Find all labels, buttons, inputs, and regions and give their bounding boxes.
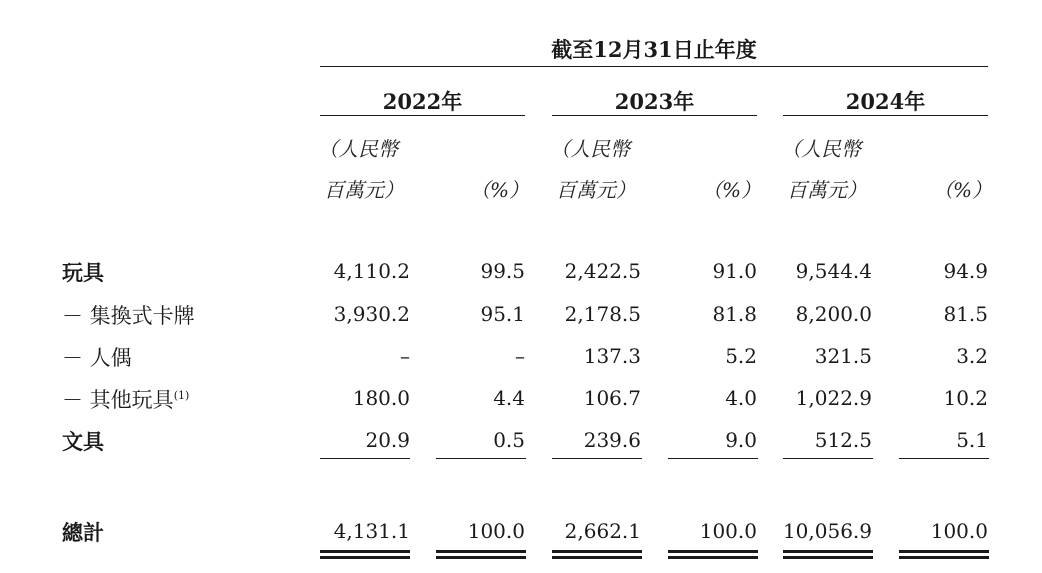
year-2023-underline [552, 115, 757, 116]
year-2022-underline [320, 115, 525, 116]
cell-other-2023-rmb: 106.7 [583, 386, 641, 410]
cell-toys-2022-rmb: 4,110.2 [333, 259, 410, 283]
total-rule-2022-pct-a [436, 550, 526, 553]
total-rule-2024-pct-a [899, 550, 989, 553]
subtotal-rule-2023-pct [668, 458, 758, 459]
cell-stationery-2024-pct: 5.1 [956, 428, 988, 452]
unit-rmb-2024-line2: 百萬元） [787, 178, 867, 202]
cell-cards-2023-pct: 81.8 [712, 302, 757, 326]
row-label-stationery: 文具 [62, 429, 104, 454]
subtotal-rule-2022-rmb [320, 458, 410, 459]
footnote-marker: (1) [173, 389, 190, 402]
cell-other-2024-rmb: 1,022.9 [795, 386, 872, 410]
row-label-trading-cards: － 集換式卡牌 [62, 304, 195, 328]
cell-cards-2022-rmb: 3,930.2 [333, 302, 410, 326]
cell-total-2022-pct: 100.0 [467, 519, 525, 543]
total-rule-2023-rmb-a [552, 550, 642, 553]
cell-toys-2024-rmb: 9,544.4 [795, 259, 872, 283]
period-underline [320, 66, 988, 67]
unit-rmb-2022-line2: 百萬元） [324, 178, 404, 202]
total-rule-2024-pct-b [899, 556, 989, 559]
row-label-toys: 玩具 [62, 260, 104, 285]
row-label-figures: － 人偶 [62, 346, 132, 370]
year-2022-header: 2022年 [382, 89, 463, 114]
unit-pct-2022: （%） [470, 178, 530, 202]
cell-cards-2024-pct: 81.5 [943, 302, 988, 326]
cell-stationery-2023-pct: 9.0 [725, 428, 757, 452]
unit-rmb-2024-line1: （人民幣 [781, 137, 861, 161]
total-rule-2022-rmb-a [320, 550, 410, 553]
total-rule-2024-rmb-b [783, 556, 873, 559]
total-rule-2023-pct-a [668, 550, 758, 553]
unit-rmb-2022-line1: （人民幣 [318, 137, 398, 161]
cell-total-2023-pct: 100.0 [699, 519, 757, 543]
cell-total-2024-rmb: 10,056.9 [782, 519, 872, 543]
total-rule-2022-rmb-b [320, 556, 410, 559]
other-toys-label-text: － 其他玩具 [62, 388, 174, 412]
cell-cards-2023-rmb: 2,178.5 [564, 302, 641, 326]
period-header: 截至12月31日止年度 [551, 37, 757, 62]
cell-cards-2022-pct: 95.1 [480, 302, 525, 326]
cell-cards-2024-rmb: 8,200.0 [795, 302, 872, 326]
row-label-other-toys [62, 384, 189, 414]
cell-total-2024-pct: 100.0 [930, 519, 988, 543]
cell-figures-2024-pct: 3.2 [956, 344, 988, 368]
cell-total-2023-rmb: 2,662.1 [564, 519, 641, 543]
cell-stationery-2022-rmb: 20.9 [365, 428, 410, 452]
year-2024-underline [783, 115, 988, 116]
unit-pct-2024: （%） [933, 178, 993, 202]
row-label-total: 總計 [62, 520, 104, 545]
total-rule-2023-pct-b [668, 556, 758, 559]
total-rule-2022-pct-b [436, 556, 526, 559]
cell-other-2024-pct: 10.2 [943, 386, 988, 410]
unit-pct-2023: （%） [702, 178, 762, 202]
cell-stationery-2024-rmb: 512.5 [814, 428, 872, 452]
cell-toys-2022-pct: 99.5 [480, 259, 525, 283]
cell-toys-2024-pct: 94.9 [943, 259, 988, 283]
total-rule-2024-rmb-a [783, 550, 873, 553]
cell-stationery-2023-rmb: 239.6 [583, 428, 641, 452]
cell-figures-2024-rmb: 321.5 [814, 344, 872, 368]
subtotal-rule-2024-pct [899, 458, 989, 459]
cell-stationery-2022-pct: 0.5 [493, 428, 525, 452]
cell-toys-2023-rmb: 2,422.5 [564, 259, 641, 283]
cell-figures-2022-pct: – [515, 344, 525, 368]
subtotal-rule-2022-pct [436, 458, 526, 459]
cell-figures-2023-rmb: 137.3 [583, 344, 641, 368]
cell-other-2022-rmb: 180.0 [352, 386, 410, 410]
year-2024-header: 2024年 [845, 89, 926, 114]
year-2023-header: 2023年 [614, 89, 695, 114]
cell-other-2023-pct: 4.0 [725, 386, 757, 410]
cell-other-2022-pct: 4.4 [493, 386, 525, 410]
total-rule-2023-rmb-b [552, 556, 642, 559]
cell-figures-2023-pct: 5.2 [725, 344, 757, 368]
cell-figures-2022-rmb: – [400, 344, 410, 368]
subtotal-rule-2023-rmb [552, 458, 642, 459]
unit-rmb-2023-line2: 百萬元） [556, 178, 636, 202]
unit-rmb-2023-line1: （人民幣 [550, 137, 630, 161]
cell-toys-2023-pct: 91.0 [712, 259, 757, 283]
subtotal-rule-2024-rmb [783, 458, 873, 459]
cell-total-2022-rmb: 4,131.1 [333, 519, 410, 543]
